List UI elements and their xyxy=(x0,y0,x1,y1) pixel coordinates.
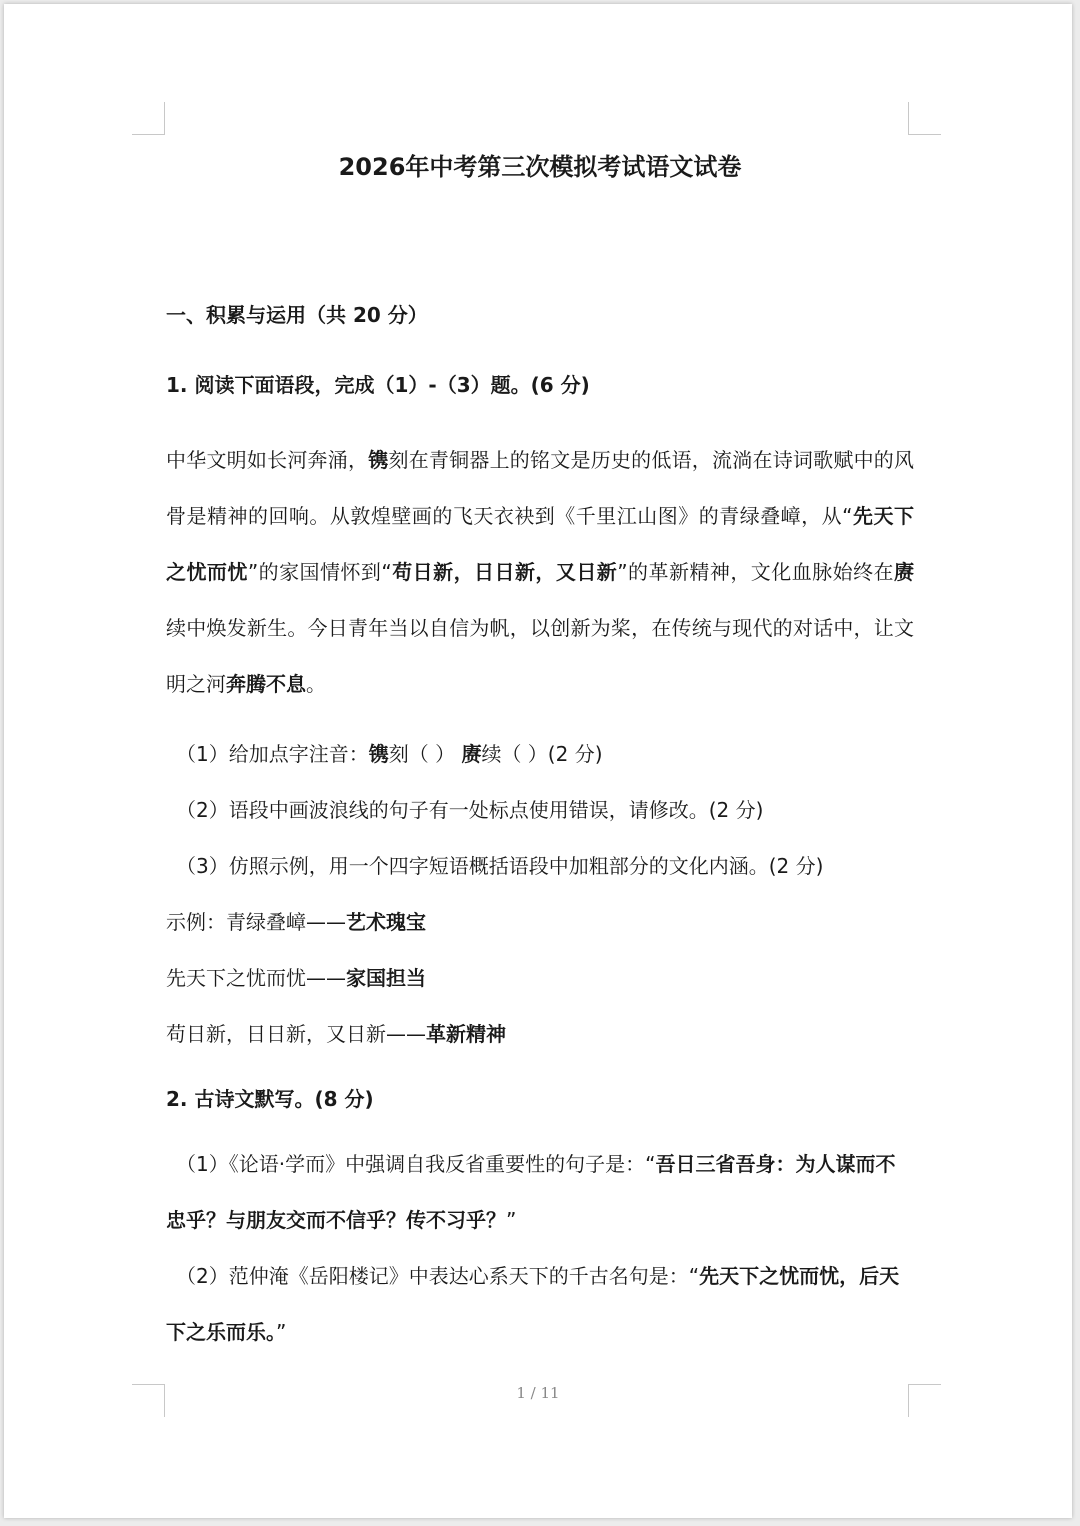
passage-text-run: ”的家国情怀到“ xyxy=(247,560,392,584)
section-heading: 一、积累与运用（共 20 分） xyxy=(166,303,428,327)
sub-1-text-a: （1）给加点字注音： xyxy=(176,742,369,766)
crop-mark-top-left xyxy=(132,102,165,135)
example-prefix: 示例：青绿叠嶂—— xyxy=(166,910,346,934)
document-page xyxy=(4,4,1072,1518)
question-1-heading: 1. 阅读下面语段，完成（1）-（3）题。(6 分) xyxy=(166,373,590,397)
q2-sub-1-answer: 吾日三省吾身：为人谋而不忠乎？与朋友交而不信乎？传不习乎？ xyxy=(166,1152,896,1232)
answer-line-2 xyxy=(166,1006,914,1062)
answer-2-prefix: 苟日新，日日新，又日新—— xyxy=(166,1022,426,1046)
page-content xyxy=(166,142,914,1360)
question-2-sub-2 xyxy=(166,1248,914,1360)
sub-1-text-c: 刻（ ） xyxy=(388,742,456,766)
answer-1-prefix: 先天下之忧而忧—— xyxy=(166,966,346,990)
q2-sub-2-prefix: （2）范仲淹《岳阳楼记》中表达心系天下的千古名句是：“ xyxy=(176,1264,700,1288)
q2-sub-1-prefix: （1）《论语·学而》中强调自我反省重要性的句子是：“ xyxy=(176,1152,656,1176)
question-2-heading: 2. 古诗文默写。(8 分) xyxy=(166,1087,374,1111)
document-title: 2026年中考第三次模拟考试语文试卷 xyxy=(338,153,742,181)
example-line xyxy=(166,894,914,950)
passage-bold-run: 赓 xyxy=(894,560,914,584)
question-1-sub-1 xyxy=(166,726,914,782)
passage-text-run: 刻在青铜器上的铭文是历史的低语，流淌在诗词歌赋中的风骨是精神的回响。从敦煌壁画的飞天衣袂到《千里江山图》的青绿叠嶂，从“ xyxy=(166,448,915,528)
question-1-passage xyxy=(166,432,914,712)
q2-sub-2-answer: 先天下之忧而忧，后天下之乐而乐。 xyxy=(166,1264,900,1344)
passage-text-run: 。 xyxy=(306,672,326,696)
question-1-sub-2: （2）语段中画波浪线的句子有一处标点使用错误，请修改。(2 分) xyxy=(176,798,764,822)
crop-mark-top-right xyxy=(908,102,941,135)
passage-bold-run: 镌 xyxy=(368,448,389,472)
q2-sub-1-suffix: ” xyxy=(506,1208,517,1232)
page-number: 1 / 11 xyxy=(516,1384,560,1402)
passage-text-run: ”的革新精神，文化血脉始终在 xyxy=(617,560,894,584)
sub-1-text-d: 续（ ）(2 分) xyxy=(481,742,603,766)
sub-1-bold-char-1: 镌 xyxy=(368,742,389,766)
passage-bold-run: 奔腾不息 xyxy=(226,672,306,696)
answer-1-text: 家国担当 xyxy=(346,966,426,990)
example-answer: 艺术瑰宝 xyxy=(346,910,426,934)
passage-text-run: 续中焕发新生。今日青年当以自信为帆，以创新为桨，在传统与现代的对话中，让文明之河 xyxy=(166,616,914,696)
passage-bold-run: 苟日新，日日新，又日新 xyxy=(391,560,618,584)
sub-1-bold-char-2: 赓 xyxy=(461,742,482,766)
q2-sub-2-suffix: ” xyxy=(276,1320,287,1344)
passage-text-run: 中华文明如长河奔涌， xyxy=(166,448,369,472)
answer-2-text: 革新精神 xyxy=(426,1022,506,1046)
question-1-sub-3: （3）仿照示例，用一个四字短语概括语段中加粗部分的文化内涵。(2 分) xyxy=(176,854,824,878)
passage-bold-run: 先天下之忧而忧 xyxy=(166,504,915,584)
answer-line-1 xyxy=(166,950,914,1006)
question-2-sub-1 xyxy=(166,1136,914,1248)
